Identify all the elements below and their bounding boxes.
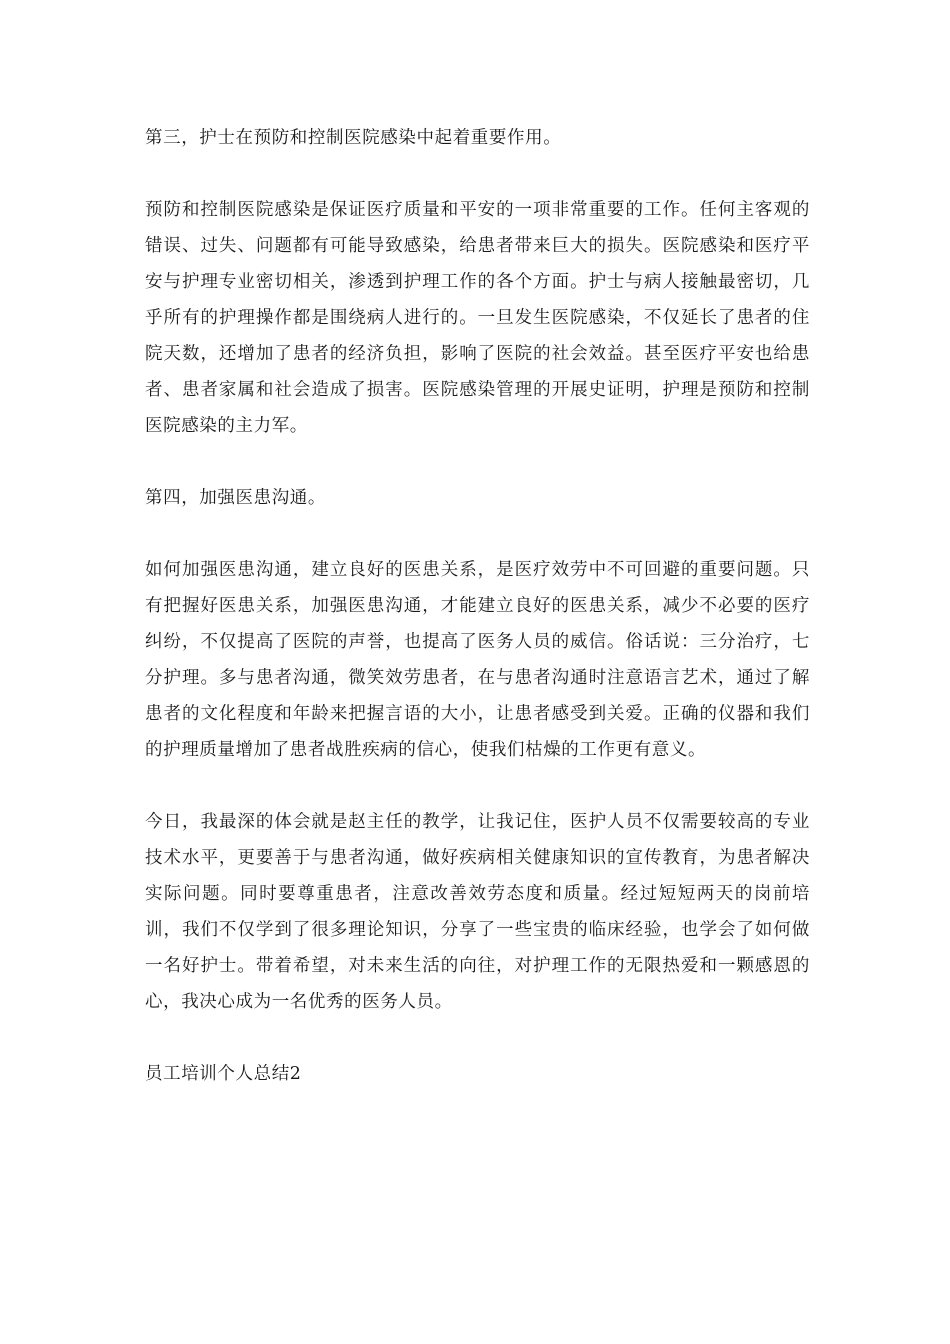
paragraph-infection-control: 预防和控制医院感染是保证医疗质量和平安的一项非常重要的工作。任何主客观的错误、过失、问题都有可能导致感染，给患者带来巨大的损失。医院感染和医疗平安与护理专业密切相关，渗透到护理工作的各个方面。护士与病人接触最密切，几乎所有的护理操作都是围绕病人进行的。一旦发生医院感染，不仅延长了患者的住院天数，还增加了患者的经济负担，影响了医院的社会效益。甚至医疗平安也给患者、患者家属和社会造成了损害。医院感染管理的开展史证明，护理是预防和控制医院感染的主力军。 — [145, 200, 810, 436]
paragraph-gap — [145, 768, 810, 804]
section-heading-third: 第三，护士在预防和控制医院感染中起着重要作用。 — [145, 128, 562, 148]
section-title-summary-2: 员工培训个人总结2 — [145, 1064, 302, 1084]
paragraph-communication: 如何加强医患沟通，建立良好的医患关系，是医疗效劳中不可回避的重要问题。只有把握好医患关系，加强医患沟通，才能建立良好的医患关系，减少不必要的医疗纠纷，不仅提高了医院的声誉，也提高了医务人员的威信。俗话说：三分治疗，七分护理。多与患者沟通，微笑效劳患者，在与患者沟通时注意语言艺术，通过了解患者的文化程度和年龄来把握言语的大小，让患者感受到关爱。正确的仪器和我们的护理质量增加了患者战胜疾病的信心，使我们枯燥的工作更有意义。 — [145, 560, 810, 760]
paragraph-reflection: 今日，我最深的体会就是赵主任的教学，让我记住，医护人员不仅需要较高的专业技术水平，更要善于与患者沟通，做好疾病相关健康知识的宣传教育，为患者解决实际问题。同时要尊重患者，注意改善效劳态度和质量。经过短短两天的岗前培训，我们不仅学到了很多理论知识，分享了一些宝贵的临床经验，也学会了如何做一名好护士。带着希望，对未来生活的向往，对护理工作的无限热爱和一颗感恩的心，我决心成为一名优秀的医务人员。 — [145, 812, 810, 1012]
section-heading-fourth: 第四，加强医患沟通。 — [145, 488, 326, 508]
paragraph-gap — [145, 156, 810, 192]
paragraph-gap — [145, 1020, 810, 1056]
paragraph-gap — [145, 516, 810, 552]
document-body — [145, 120, 810, 1092]
paragraph-gap — [145, 444, 810, 480]
